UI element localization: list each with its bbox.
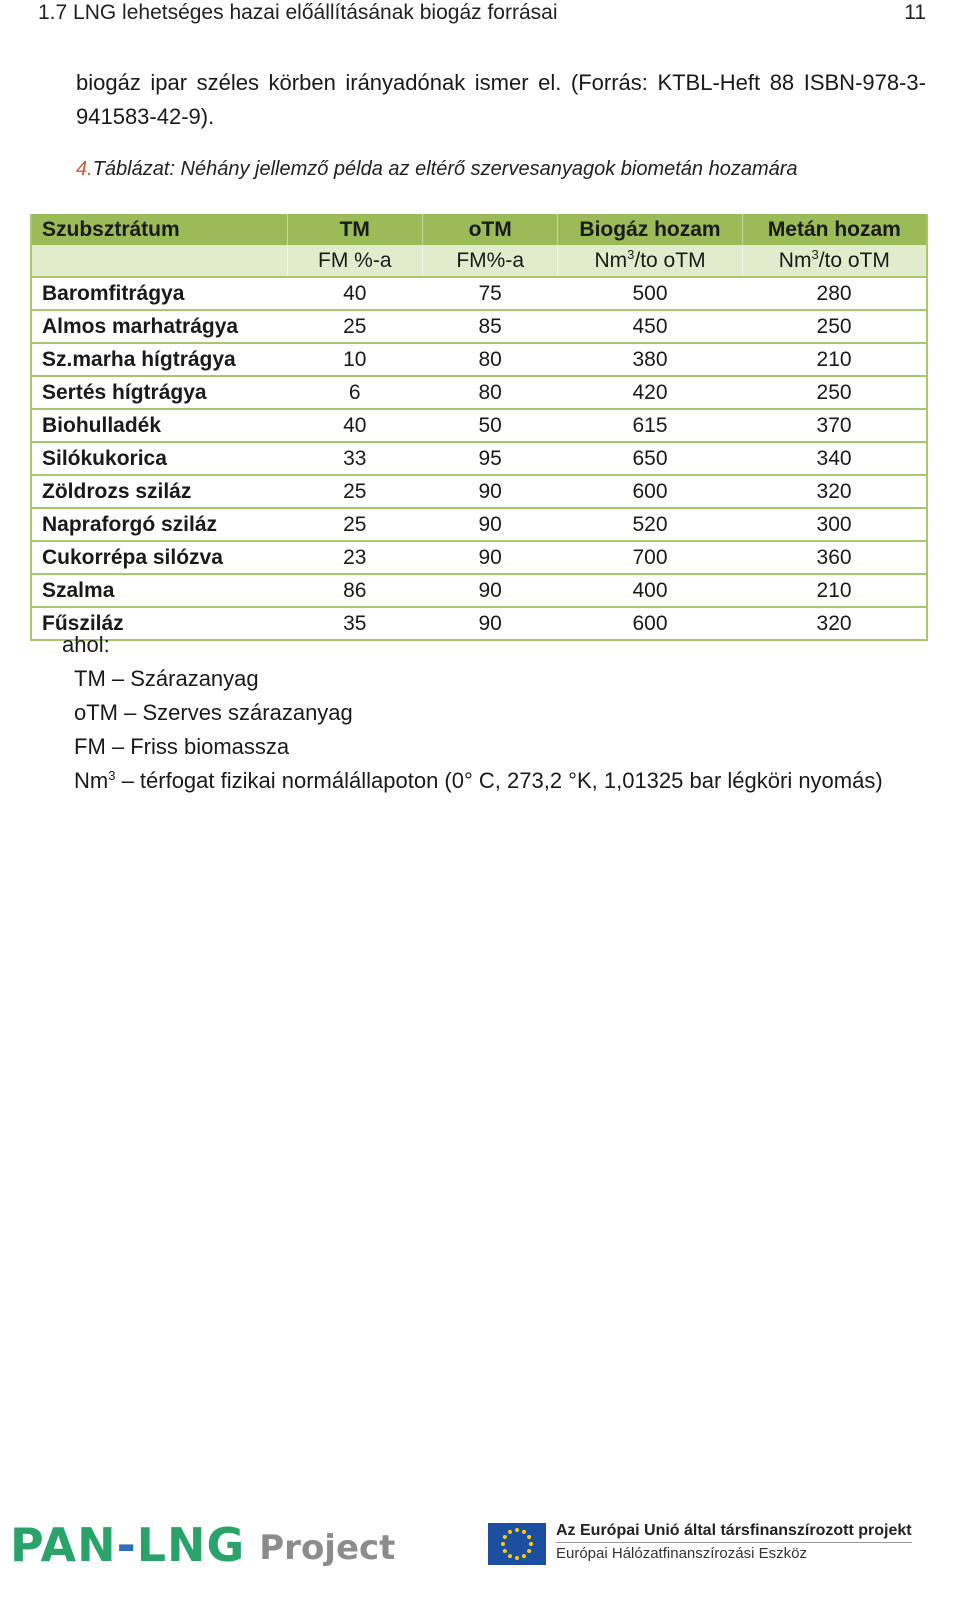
unit-otm: FM%-a	[422, 245, 557, 277]
table-cell: 420	[558, 376, 742, 409]
table-cell: 210	[742, 343, 927, 376]
logo-project: Project	[259, 1528, 396, 1568]
table-cell: 90	[422, 475, 557, 508]
table-cell: 650	[558, 442, 742, 475]
substrate-name: Sz.marha hígtrágya	[31, 343, 287, 376]
eu-star-icon	[529, 1542, 533, 1546]
header-title: 1.7 LNG lehetséges hazai előállításának biogáz forrásai	[38, 1, 558, 24]
eu-star-icon	[503, 1549, 507, 1553]
table-cell: 600	[558, 607, 742, 640]
eu-star-icon	[508, 1530, 512, 1534]
eu-line2: Európai Hálózatfinanszírozási Eszköz	[556, 1542, 912, 1565]
substrate-name: Silókukorica	[31, 442, 287, 475]
table-cell: 33	[287, 442, 422, 475]
table-cell: 75	[422, 277, 557, 310]
table-cell: 90	[422, 508, 557, 541]
table-cell: 90	[422, 541, 557, 574]
header-tm: TM	[287, 214, 422, 245]
table-cell: 615	[558, 409, 742, 442]
caption-number: 4.	[76, 158, 93, 180]
eu-line1: Az Európai Unió által társfinanszírozott projekt	[556, 1522, 912, 1539]
table-cell: 400	[558, 574, 742, 607]
table-header-row	[31, 214, 927, 245]
table-cell: 300	[742, 508, 927, 541]
table-cell: 80	[422, 343, 557, 376]
table-cell: 25	[287, 310, 422, 343]
substrate-name: Biohulladék	[31, 409, 287, 442]
substrate-name: Sertés hígtrágya	[31, 376, 287, 409]
table-cell: 40	[287, 409, 422, 442]
table-cell: 50	[422, 409, 557, 442]
substrate-name: Cukorrépa silózva	[31, 541, 287, 574]
substrate-name: Zöldrozs sziláz	[31, 475, 287, 508]
table-row	[31, 277, 927, 310]
eu-star-icon	[508, 1554, 512, 1558]
table-row	[31, 376, 927, 409]
table-cell: 80	[422, 376, 557, 409]
page-number: 11	[904, 1, 926, 24]
eu-flag-icon	[488, 1523, 546, 1565]
pan-lng-logo	[10, 1518, 396, 1572]
table-cell: 340	[742, 442, 927, 475]
header-substrate: Szubsztrátum	[31, 214, 287, 245]
table-row	[31, 574, 927, 607]
eu-star-icon	[503, 1535, 507, 1539]
table-cell: 25	[287, 475, 422, 508]
table-body	[31, 277, 927, 640]
eu-star-icon	[522, 1554, 526, 1558]
table-cell: 86	[287, 574, 422, 607]
biomethane-yield-table	[30, 214, 928, 641]
table-cell: 210	[742, 574, 927, 607]
table-cell: 95	[422, 442, 557, 475]
substrate-name: Baromfitrágya	[31, 277, 287, 310]
table-cell: 500	[558, 277, 742, 310]
table-cell: 600	[558, 475, 742, 508]
table-cell: 85	[422, 310, 557, 343]
notes-block	[62, 628, 883, 798]
table-row	[31, 442, 927, 475]
table-row	[31, 475, 927, 508]
notes-intro: ahol:	[62, 632, 110, 657]
header-otm: oTM	[422, 214, 557, 245]
table-row	[31, 508, 927, 541]
header-methane-yield: Metán hozam	[742, 214, 927, 245]
table-cell: 360	[742, 541, 927, 574]
unit-methane: Nm$^3$/to oTM	[742, 245, 927, 277]
table-cell: 25	[287, 508, 422, 541]
header-biogas-yield: Biogáz hozam	[558, 214, 742, 245]
table-row	[31, 409, 927, 442]
table-cell: 320	[742, 607, 927, 640]
eu-cofinancing-text	[556, 1520, 912, 1565]
table-cell: 280	[742, 277, 927, 310]
table-cell: 320	[742, 475, 927, 508]
substrate-name: Fűsziláz	[31, 607, 287, 640]
table-cell: 40	[287, 277, 422, 310]
page-header	[38, 0, 926, 26]
table-caption	[76, 158, 798, 181]
table-row	[31, 541, 927, 574]
eu-star-icon	[522, 1530, 526, 1534]
table-cell: 90	[422, 607, 557, 640]
table-cell: 370	[742, 409, 927, 442]
table-units-row	[31, 245, 927, 277]
table-cell: 90	[422, 574, 557, 607]
unit-tm: FM %-a	[287, 245, 422, 277]
eu-star-icon	[527, 1549, 531, 1553]
table-cell: 380	[558, 343, 742, 376]
table-cell: 700	[558, 541, 742, 574]
eu-star-icon	[515, 1556, 519, 1560]
table-cell: 250	[742, 310, 927, 343]
unit-biogas: Nm$^3$/to oTM	[558, 245, 742, 277]
note-tm: TM – Szárazanyag	[74, 666, 259, 691]
table-cell: 250	[742, 376, 927, 409]
caption-text: Táblázat: Néhány jellemző példa az eltérő szervesanyagok biometán hozamára	[92, 158, 798, 180]
note-nm3: Nm$^3$ – térfogat fizikai normálállapoton (0° C, 273,2 °K, 1,01325 bar légköri nyomás)	[74, 768, 883, 793]
table-row	[31, 310, 927, 343]
table-cell: 10	[287, 343, 422, 376]
table-cell: 23	[287, 541, 422, 574]
table-cell: 450	[558, 310, 742, 343]
substrate-name: Szalma	[31, 574, 287, 607]
table-cell: 35	[287, 607, 422, 640]
substrate-name: Napraforgó sziláz	[31, 508, 287, 541]
logo-pan-lng: PAN-LNG	[10, 1518, 246, 1572]
table-row	[31, 343, 927, 376]
eu-star-icon	[527, 1535, 531, 1539]
eu-star-icon	[501, 1542, 505, 1546]
table-cell: 6	[287, 376, 422, 409]
unit-empty	[31, 245, 287, 277]
eu-star-icon	[515, 1528, 519, 1532]
note-fm: FM – Friss biomassza	[74, 734, 290, 759]
note-otm: oTM – Szerves szárazanyag	[74, 700, 353, 725]
table-cell: 520	[558, 508, 742, 541]
substrate-name: Almos marhatrágya	[31, 310, 287, 343]
intro-paragraph: biogáz ipar széles körben irányadónak ismer el. (Forrás: KTBL-Heft 88 ISBN-978-3-941583-42-9).	[76, 70, 926, 129]
